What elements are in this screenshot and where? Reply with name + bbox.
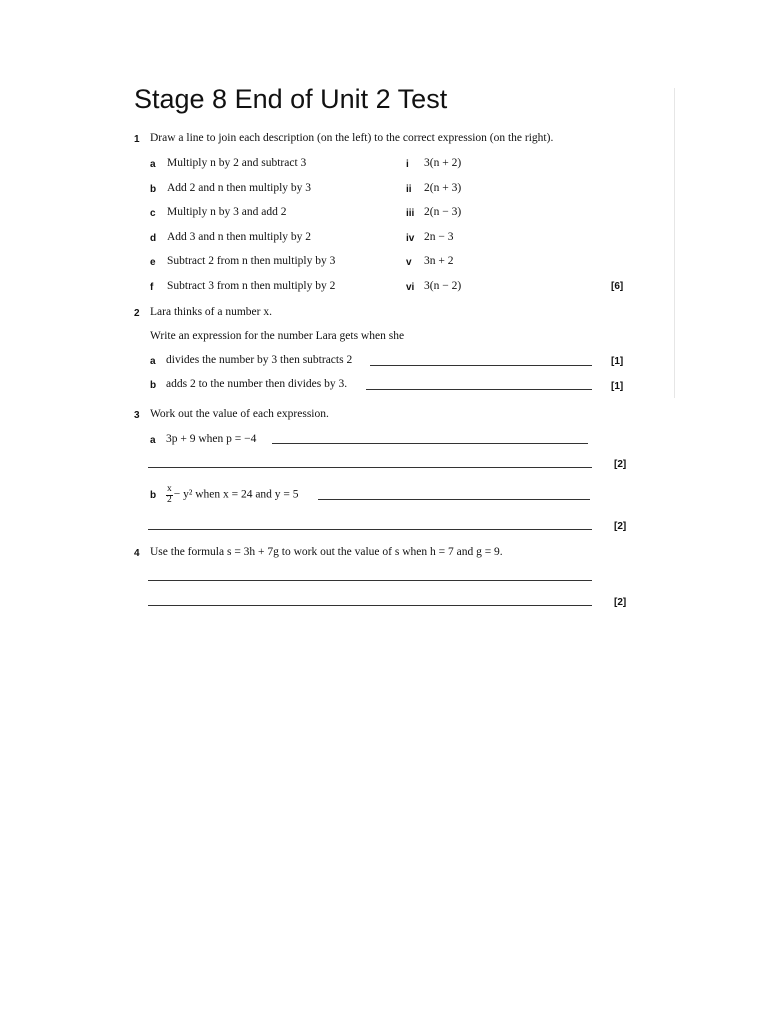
question-1-mark: [6]: [611, 281, 624, 292]
question-3-number: 3: [134, 410, 140, 421]
question-1-row-label: e: [150, 257, 156, 269]
question-2b-text: adds 2 to the number then divides by 3.: [166, 378, 348, 390]
question-3a-label: a: [150, 435, 156, 446]
question-3a-expression: [166, 433, 256, 445]
question-2a-label: a: [150, 356, 156, 367]
question-3b-label: b: [150, 490, 157, 501]
question-2b-answer-line[interactable]: [366, 389, 592, 390]
question-1-expression[interactable]: 2(n + 3): [424, 181, 462, 194]
question-3b-answer-line-2[interactable]: [148, 529, 592, 530]
question-1-row-label: d: [150, 232, 157, 244]
question-1-expression[interactable]: 3n + 2: [424, 255, 454, 268]
fraction-denominator: 2: [167, 494, 172, 505]
question-3b-expression: [166, 485, 299, 505]
question-1-description[interactable]: Add 2 and n then multiply by 3: [167, 181, 312, 194]
question-2a-mark: [1]: [611, 356, 624, 367]
question-1-expression-label: v: [406, 257, 412, 269]
question-1-prompt: Draw a line to join each description (on the left) to the correct expression (on the right).: [150, 132, 554, 144]
question-2-intro: Lara thinks of a number x.: [150, 306, 272, 318]
question-2a-text: divides the number by 3 then subtracts 2: [166, 354, 353, 366]
question-2b-label: b: [150, 380, 157, 391]
question-1-row-label: a: [150, 159, 156, 170]
question-1-expression[interactable]: 3(n + 2): [424, 157, 462, 169]
question-1-row-label: b: [150, 183, 157, 195]
question-1-expression-label: iv: [406, 232, 415, 244]
question-3a-expr: 3p + 9: [166, 433, 196, 445]
question-1-row-label: f: [150, 282, 154, 293]
question-4-number: 4: [134, 548, 140, 559]
question-1-description[interactable]: Subtract 3 from n then multiply by 2: [167, 280, 336, 292]
question-1-expression[interactable]: 3(n − 2): [424, 280, 462, 292]
question-4-answer-line-1[interactable]: [148, 580, 592, 581]
question-1-description[interactable]: Multiply n by 2 and subtract 3: [167, 157, 307, 169]
question-3b-mark: [2]: [614, 521, 627, 532]
question-3a-answer-line-1[interactable]: [272, 443, 588, 444]
question-2a-answer-line[interactable]: [370, 365, 592, 366]
question-2-number: 2: [134, 308, 140, 319]
question-3b-answer-line-1[interactable]: [318, 499, 590, 500]
fraction-numerator: x: [167, 484, 172, 494]
question-1-description[interactable]: Multiply n by 3 and add 2: [167, 206, 287, 219]
page-edge-divider: [674, 88, 675, 398]
page-title: Stage 8 End of Unit 2 Test: [134, 84, 448, 114]
question-1-description[interactable]: Add 3 and n then multiply by 2: [167, 230, 312, 243]
question-1-description[interactable]: Subtract 2 from n then multiply by 3: [167, 255, 336, 268]
question-1-expression[interactable]: 2n − 3: [424, 230, 454, 243]
question-4-mark: [2]: [614, 597, 627, 608]
question-4-answer-line-2[interactable]: [148, 605, 592, 606]
question-1-expression-label: iii: [406, 208, 415, 220]
question-3a-answer-line-2[interactable]: [148, 467, 592, 468]
question-1-expression-label: vi: [406, 282, 415, 293]
question-1-number: 1: [134, 134, 140, 145]
question-3a-mark: [2]: [614, 459, 627, 470]
question-3b-fraction: [166, 485, 173, 505]
question-1-expression-label: i: [406, 159, 409, 170]
question-3b-condition: when x = 24 and y = 5: [195, 488, 299, 501]
question-3b-rest: − y²: [173, 488, 193, 501]
question-1-row-label: c: [150, 208, 156, 220]
question-3a-condition: when p = −4: [198, 433, 257, 445]
question-4-prompt: Use the formula s = 3h + 7g to work out the value of s when h = 7 and g = 9.: [150, 546, 503, 558]
question-1-expression[interactable]: 2(n − 3): [424, 206, 462, 219]
question-3-prompt: Work out the value of each expression.: [150, 408, 329, 420]
question-2-prompt: Write an expression for the number Lara gets when she: [150, 330, 405, 342]
question-1-expression-label: ii: [406, 183, 412, 195]
question-2b-mark: [1]: [611, 381, 624, 392]
